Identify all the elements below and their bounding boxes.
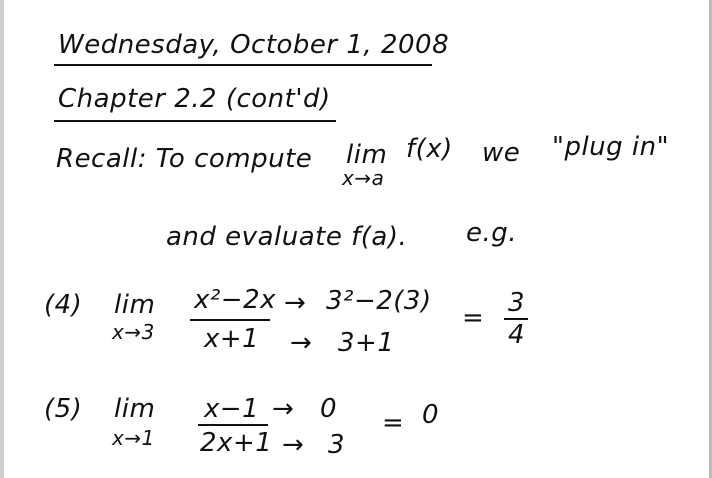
- ex4-den-value: 3+1: [338, 328, 395, 358]
- chapter-heading: Chapter 2.2 (cont'd): [58, 84, 331, 114]
- recall-line2: and evaluate f(a).: [166, 222, 408, 252]
- notes-page: [4, 0, 709, 478]
- ex5-result: 0: [422, 400, 440, 430]
- recall-text: Recall: To compute: [56, 144, 313, 174]
- ex4-lim: lim: [114, 290, 156, 320]
- ex5-den-arrow: →: [282, 430, 305, 460]
- ex4-result-den: 4: [508, 320, 526, 350]
- ex4-result-num: 3: [508, 288, 526, 318]
- ex5-equals: =: [382, 408, 405, 438]
- ex4-equals: =: [462, 303, 485, 333]
- ex4-numerator: x²−2x: [194, 285, 277, 315]
- recall-fx: f(x): [406, 134, 453, 164]
- ex4-num-value: 3²−2(3): [326, 286, 432, 316]
- date-underline: [54, 64, 432, 66]
- ex5-num-arrow: →: [272, 394, 295, 424]
- date-heading: Wednesday, October 1, 2008: [58, 30, 450, 60]
- ex4-num-arrow: →: [284, 288, 307, 318]
- ex5-fraction-bar: [198, 424, 268, 426]
- ex4-den-arrow: →: [290, 328, 313, 358]
- ex5-lim-sub: x→1: [112, 426, 155, 450]
- ex5-numerator: x−1: [204, 394, 260, 424]
- ex4-lim-sub: x→3: [112, 320, 155, 344]
- ex4-denominator: x+1: [204, 324, 260, 354]
- ex5-den-value: 3: [328, 430, 346, 460]
- recall-lim-sub: x→a: [342, 166, 385, 190]
- ex5-lim: lim: [114, 394, 156, 424]
- ex4-fraction-bar: [190, 319, 270, 321]
- recall-eg: e.g.: [466, 218, 518, 248]
- recall-we: we: [482, 138, 521, 168]
- recall-lim: lim: [346, 140, 388, 170]
- recall-plug-in: "plug in": [552, 132, 670, 162]
- ex5-denominator: 2x+1: [200, 428, 273, 458]
- ex5-num-value: 0: [320, 394, 338, 424]
- chapter-underline: [54, 120, 336, 122]
- ex4-label: (4): [44, 290, 83, 320]
- ex5-label: (5): [44, 394, 83, 424]
